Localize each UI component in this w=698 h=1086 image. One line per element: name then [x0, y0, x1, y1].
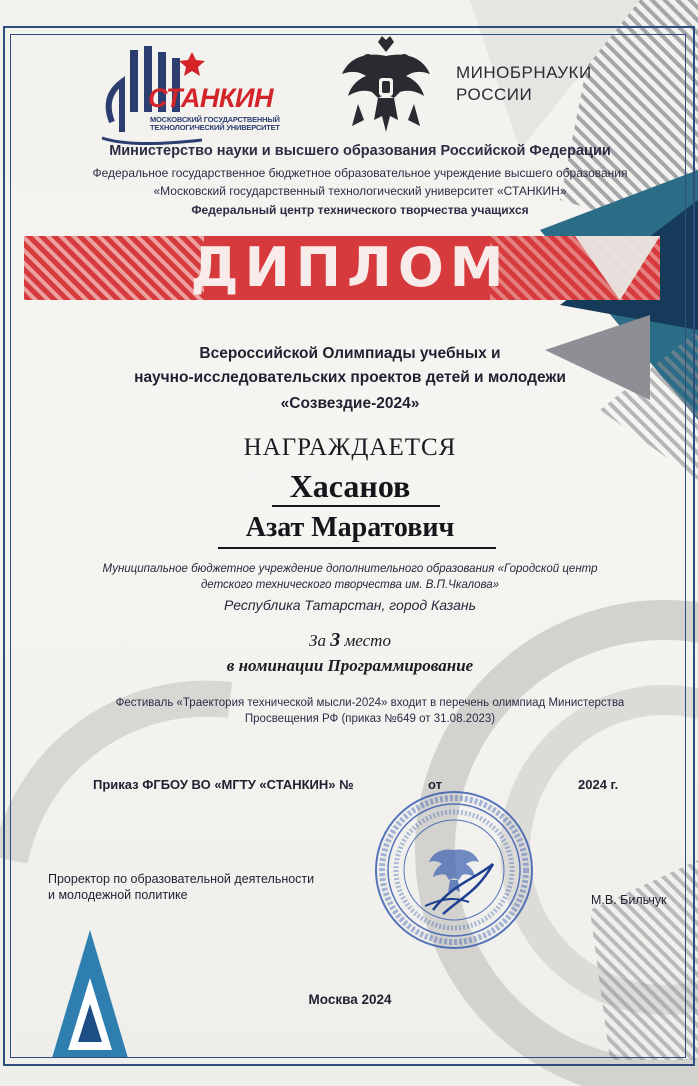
signer-name: М.В. Бильчук: [591, 893, 667, 907]
official-stamp: [373, 788, 535, 952]
ministry-logo-line2: РОССИИ: [456, 85, 533, 104]
place-suffix: место: [344, 631, 391, 650]
olympiad-line-1: Всероссийской Олимпиады учебных и: [199, 345, 501, 362]
place-prefix: За: [309, 631, 326, 650]
awarded-label: НАГРАЖДАЕТСЯ: [243, 434, 457, 461]
olympiad-line-2: научно-исследовательских проектов детей и молодежи: [134, 369, 566, 386]
institution-line-2: «Московский государственный технологический университет «СТАНКИН»: [153, 184, 567, 198]
order-year: 2024 г.: [578, 777, 619, 792]
signer-title-line-2: и молодежной политике: [48, 888, 188, 902]
place-number: 3: [330, 629, 341, 651]
recipient-name: Азат Маратович: [245, 512, 455, 543]
name-underline: [218, 547, 496, 549]
order-label: Приказ ФГБОУ ВО «МГТУ «СТАНКИН» №: [93, 777, 354, 792]
signer-title-line-1: Проректор по образовательной деятельности: [48, 872, 315, 886]
institution-line-1: Федеральное государственное бюджетное образовательное учреждение высшего образования: [92, 166, 628, 180]
stankin-logo-text: СТАНКИН: [148, 83, 273, 113]
ministry-logo-line1: МИНОБРНАУКИ: [456, 63, 592, 82]
double-headed-eagle-emblem: [338, 34, 434, 140]
center-name: Федеральный центр технического творчества учащихся: [191, 203, 529, 217]
city-year: Москва 2024: [308, 992, 392, 1007]
festival-note-line-2: Просвещения РФ (приказ №649 от 31.08.2023): [244, 713, 496, 725]
surname-underline: [272, 505, 440, 507]
region: Республика Татарстан, город Казань: [224, 597, 476, 613]
diploma-title: ДИПЛОМ: [190, 236, 510, 299]
ministry-logo: [456, 62, 592, 106]
place-line: [100, 629, 600, 652]
festival-note-line-1: Фестиваль «Траектория технической мысли-2024» входит в перечень олимпиад Министерства: [115, 697, 625, 709]
nomination: в номинации Программирование: [226, 656, 474, 675]
ministry-name: Министерство науки и высшего образования Российской Федерации: [109, 143, 611, 159]
signer-title: [48, 871, 314, 903]
stankin-logo-subtitle: МОСКОВСКИЙ ГОСУДАРСТВЕННЫЙ ТЕХНОЛОГИЧЕСКИЙ УНИВЕРСИТЕТ: [150, 115, 280, 132]
order-from: от: [428, 777, 442, 792]
organization-line-1: Муниципальное бюджетное учреждение дополнительного образования «Городской центр: [102, 563, 598, 575]
organization-line-2: детского технического творчества им. В.П.Чкалова»: [200, 579, 500, 591]
olympiad-line-3: «Созвездие-2024»: [280, 395, 420, 412]
recipient-surname: Хасанов: [289, 468, 411, 504]
